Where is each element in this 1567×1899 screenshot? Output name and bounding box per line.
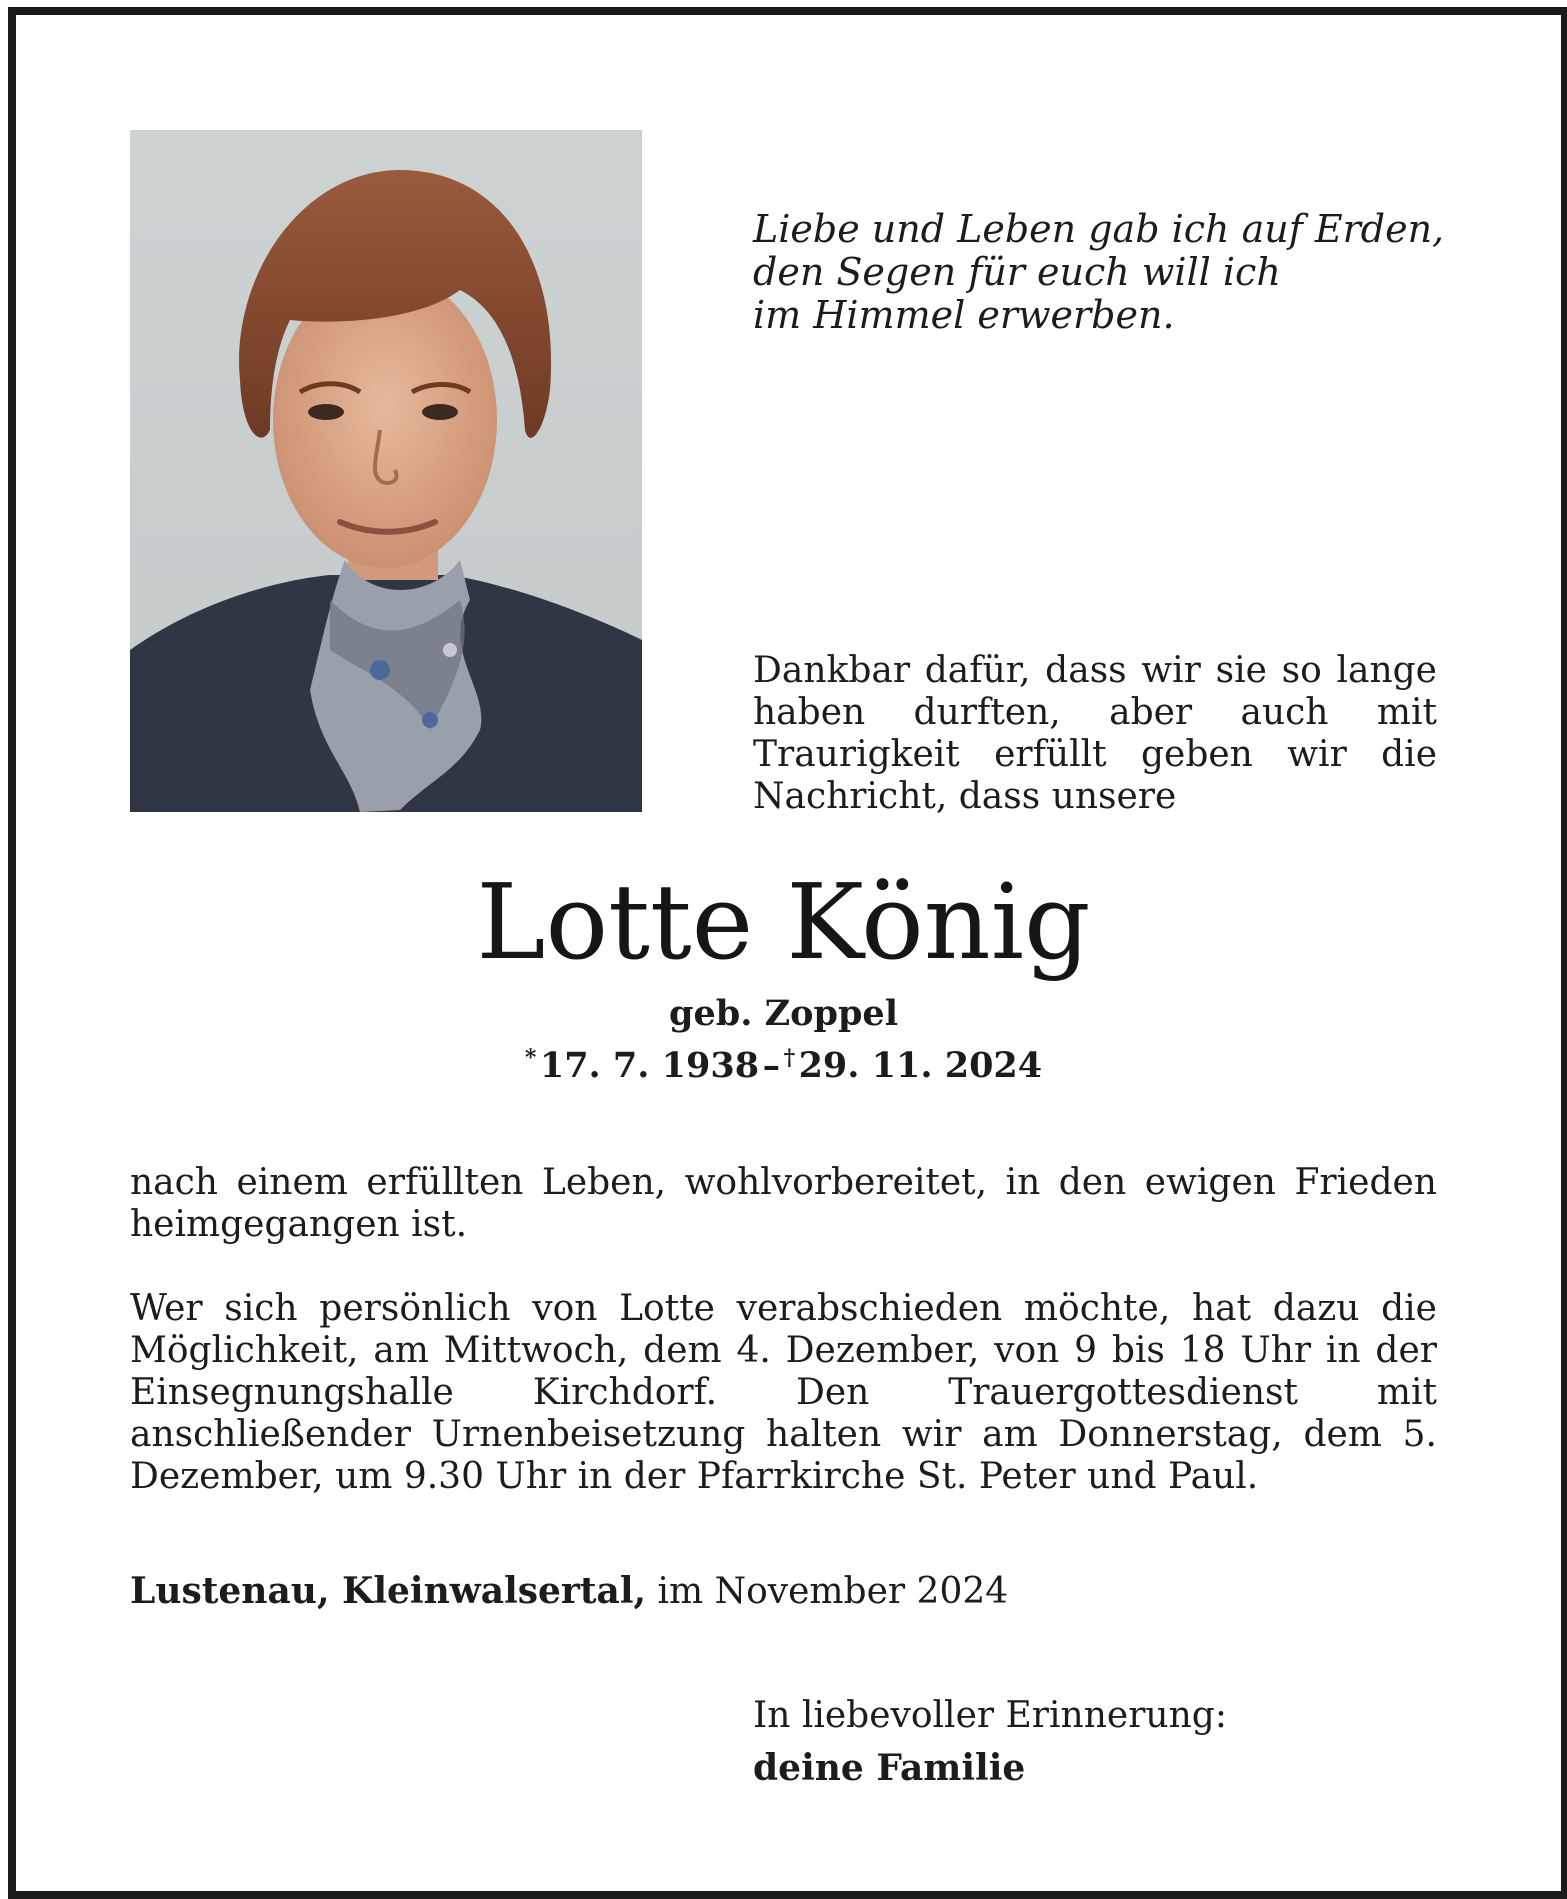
notice-date: im November 2024 [657,1571,1009,1612]
signature: deine Familie [753,1747,1026,1789]
death-symbol: † [783,1045,796,1071]
body-paragraph: nach einem erfüllten Leben, wohlvorbereitet, in den ewigen Frieden heimgegangen ist. [130,1162,1437,1245]
date-separator: – [762,1045,781,1086]
verse-line: den Segen für euch will ich [753,250,1281,294]
portrait-photo [130,130,642,812]
place-and-date [130,1570,1008,1613]
locations: Lustenau, Kleinwalsertal, [130,1570,647,1612]
verse-line: Liebe und Leben gab ich auf Erden, [753,207,1445,251]
deceased-name: Lotte König [476,861,1091,983]
birth-date: 17. 7. 1938 [539,1045,760,1086]
death-date: 29. 11. 2024 [798,1045,1043,1086]
closing-line: In liebevoller Erinnerung: [753,1695,1227,1736]
closing-block [753,1690,1227,1794]
life-dates [0,1036,1567,1088]
verse-line: im Himmel erwerben. [753,293,1175,337]
body-paragraph: Wer sich persönlich von Lotte verabschieden möchte, hat dazu die Möglichkeit, am Mittwoch, dem 4. Dezember, von 9 bis 18 Uhr in der Einsegnungshalle Kirchdorf. Den Trauergottesdienst mit anschließender Urnenbeisetzung halten wir am Donnerstag, dem 5. Dezember, um 9.30 Uhr in der Pfarrkirche St. Peter und Paul. [130,1288,1437,1497]
intro-text: Dankbar dafür, dass wir sie so lange haben durften, aber auch mit Traurigkeit erfüllt geben wir die Nachricht, dass unsere [753,650,1437,817]
birth-symbol: * [524,1045,537,1071]
verse-quote [753,208,1453,337]
maiden-name: geb. Zoppel [669,993,898,1034]
